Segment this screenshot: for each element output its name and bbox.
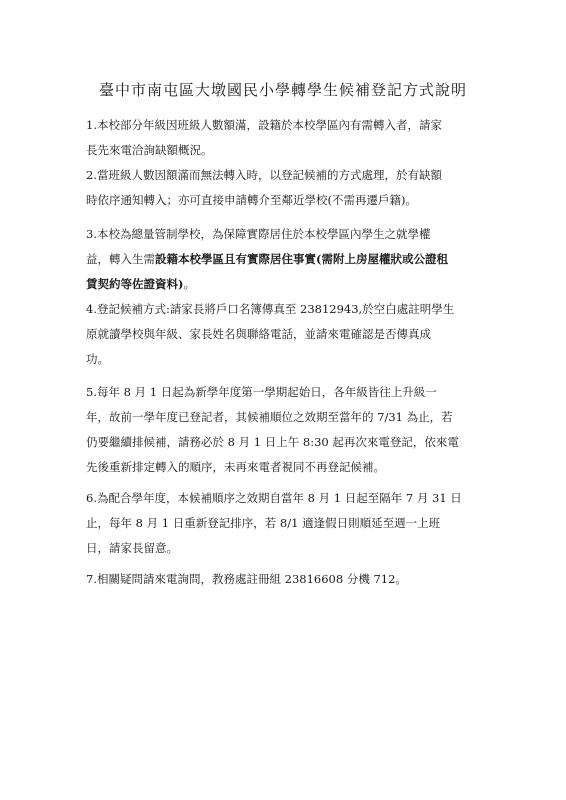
paragraph-7 (86, 567, 506, 592)
paragraph-2 (86, 163, 506, 213)
paragraph-line: 4.登記候補方式:請家長將戶口名簿傳真至 23812943,於空白處註明學生 (86, 302, 455, 316)
paragraph-3 (86, 222, 506, 297)
paragraph-5 (86, 380, 506, 480)
paragraph-line: 2.當班級人數因額滿而無法轉入時，以登記候補的方式處理，於有缺額 (86, 168, 442, 182)
paragraph-line: 5.每年 8 月 1 日起為新學年度第一學期起始日，各年級皆往上升級一 (86, 385, 437, 399)
page-title: 臺中市南屯區大墩國民小學轉學生候補登記方式說明 (98, 81, 467, 99)
paragraph-line: 原就讀學校與年級、家長姓名與聯絡電話，並請來電確認是否傳真成 (86, 327, 431, 341)
paragraph-line: 3.本校為總量管制學校，為保障實際居住於本校學區內學生之就學權 (86, 227, 431, 241)
paragraph-6 (86, 486, 506, 561)
paragraph-line: 日，請家長留意。 (86, 541, 178, 555)
paragraph-line (86, 247, 506, 272)
paragraph-line: 功。 (86, 352, 109, 366)
bold-requirement-text: 設籍本校學區且有實際居住事實(需附上房屋權狀或公證租 (155, 252, 448, 266)
paragraph-line: 年，故前一學年度已登記者，其候補順位之效期至當年的 7/31 為止，若 (86, 410, 453, 424)
paragraph-4 (86, 297, 506, 372)
paragraph-line: 長先來電洽詢缺額概況。 (86, 143, 213, 157)
paragraph-line: 仍要繼續排候補，請務必於 8 月 1 日上午 8:30 起再次來電登記，依來電 (86, 435, 459, 449)
paragraph-line (86, 272, 506, 297)
normal-text: 。 (183, 277, 195, 291)
paragraph-line: 止，每年 8 月 1 日重新登記排序，若 8/1 適逢假日則順延至週一上班 (86, 516, 441, 530)
normal-text: 益，轉入生需 (86, 252, 155, 266)
paragraph-line: 時依序通知轉入；亦可直接申請轉介至鄰近學校(不需再遷戶籍)。 (86, 193, 417, 207)
paragraph-line: 6.為配合學年度，本候補順序之效期自當年 8 月 1 日起至隔年 7 月 31 日 (86, 491, 462, 505)
paragraph-line: 7.相關疑問請來電詢問，教務處註冊組 23816608 分機 712。 (86, 572, 407, 586)
paragraph-line: 先後重新排定轉入的順序，未再來電者視同不再登記候補。 (86, 460, 385, 474)
bold-requirement-text: 賃契約等佐證資料) (86, 277, 184, 291)
paragraph-1 (86, 113, 506, 163)
paragraph-line: 1.本校部分年級因班級人數額滿，設籍於本校學區內有需轉入者，請家 (86, 118, 442, 132)
